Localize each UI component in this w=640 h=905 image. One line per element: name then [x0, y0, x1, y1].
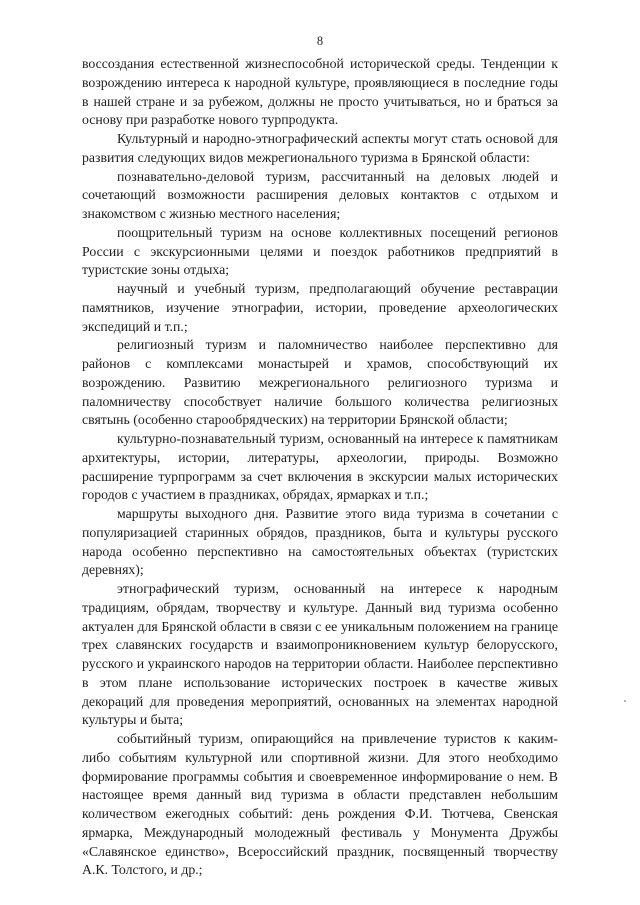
paragraph-ethnographic-tourism: этнографический туризм, основанный на интересе к народным традициям, обрядам, творчеству и культуре. Данный вид туризма особенно актуален для Брянской области в связи с ее уникальным положением на границе трех славянских государств и взаимопроникновением культур белорусского, русского и украинского народов на территории области. Наиболее перспективно в этом плане использование исторических построек в качестве живых декораций для проведения мероприятий, основанных на элементах народной культуры и быта; — [82, 581, 558, 728]
paragraph-scientific-tourism: научный и учебный туризм, предполагающий обучение реставрации памятников, изучение этнографии, истории, проведение археологических экспедиций и т.п.; — [82, 281, 558, 334]
page-number: 8 — [316, 34, 324, 48]
paragraph-weekend-routes: маршруты выходного дня. Развитие этого вида туризма в сочетании с популяризацией старинных обрядов, праздников, быта и культуры русского народа особенно перспективно на самостоятельных объектах (туристских деревнях); — [82, 506, 558, 578]
paragraph-religious-tourism: религиозный туризм и паломничество наиболее перспективно для районов с комплексами монастырей и храмов, способствующий их возрождению. Развитию межрегионального религиозного туризма и паломничеству способствует наличие большого количества религиозных святынь (особенно старообрядческих) на территории Брянской области; — [82, 337, 558, 428]
paragraph-aspects: Культурный и народно-этнографический аспекты могут стать основой для развития следующих видов межрегионального туризма в Брянской области: — [82, 131, 558, 165]
paragraph-intro-continuation: воссоздания естественной жизнеспособной исторической среды. Тенденции к возрождению интереса к народной культуре, проявляющиеся в последние годы в нашей стране и за рубежом, должны не просто учитываться, но и браться за основу при разработке нового турпродукта. — [82, 56, 558, 128]
paragraph-business-tourism: познавательно-деловой туризм, рассчитанный на деловых людей и сочетающий возможности расширения деловых контактов с отдыхом и знакомством с жизнью местного населения; — [82, 168, 558, 221]
scan-speck — [624, 700, 626, 702]
document-body — [82, 55, 558, 880]
paragraph-cultural-tourism: культурно-познавательный туризм, основанный на интересе к памятникам архитектуры, истории, литературы, археологии, природы. Возможно расширение турпрограмм за счет включения в экскурсии малых исторических городов с участием в праздниках, обрядах, ярмарках и т.п.; — [82, 431, 558, 503]
paragraph-event-tourism: событийный туризм, опирающийся на привлечение туристов к каким-либо событиям культурной или спортивной жизни. Для этого необходимо формирование программы события и своевременное информирование о нем. В настоящее время данный вид туризма в области представлен небольшим количеством ежегодных событий: день рождения Ф.И. Тютчева, Свенская ярмарка, Международный молодежный фестиваль у Монумента Дружбы «Славянское единство», Всероссийский праздник, посвященный творчеству А.К. Толстого, и др.; — [82, 731, 558, 878]
paragraph-incentive-tourism: поощрительный туризм на основе коллективных посещений регионов России с экскурсионными целями и поездок работников предприятий в туристские зоны отдыха; — [82, 224, 558, 278]
